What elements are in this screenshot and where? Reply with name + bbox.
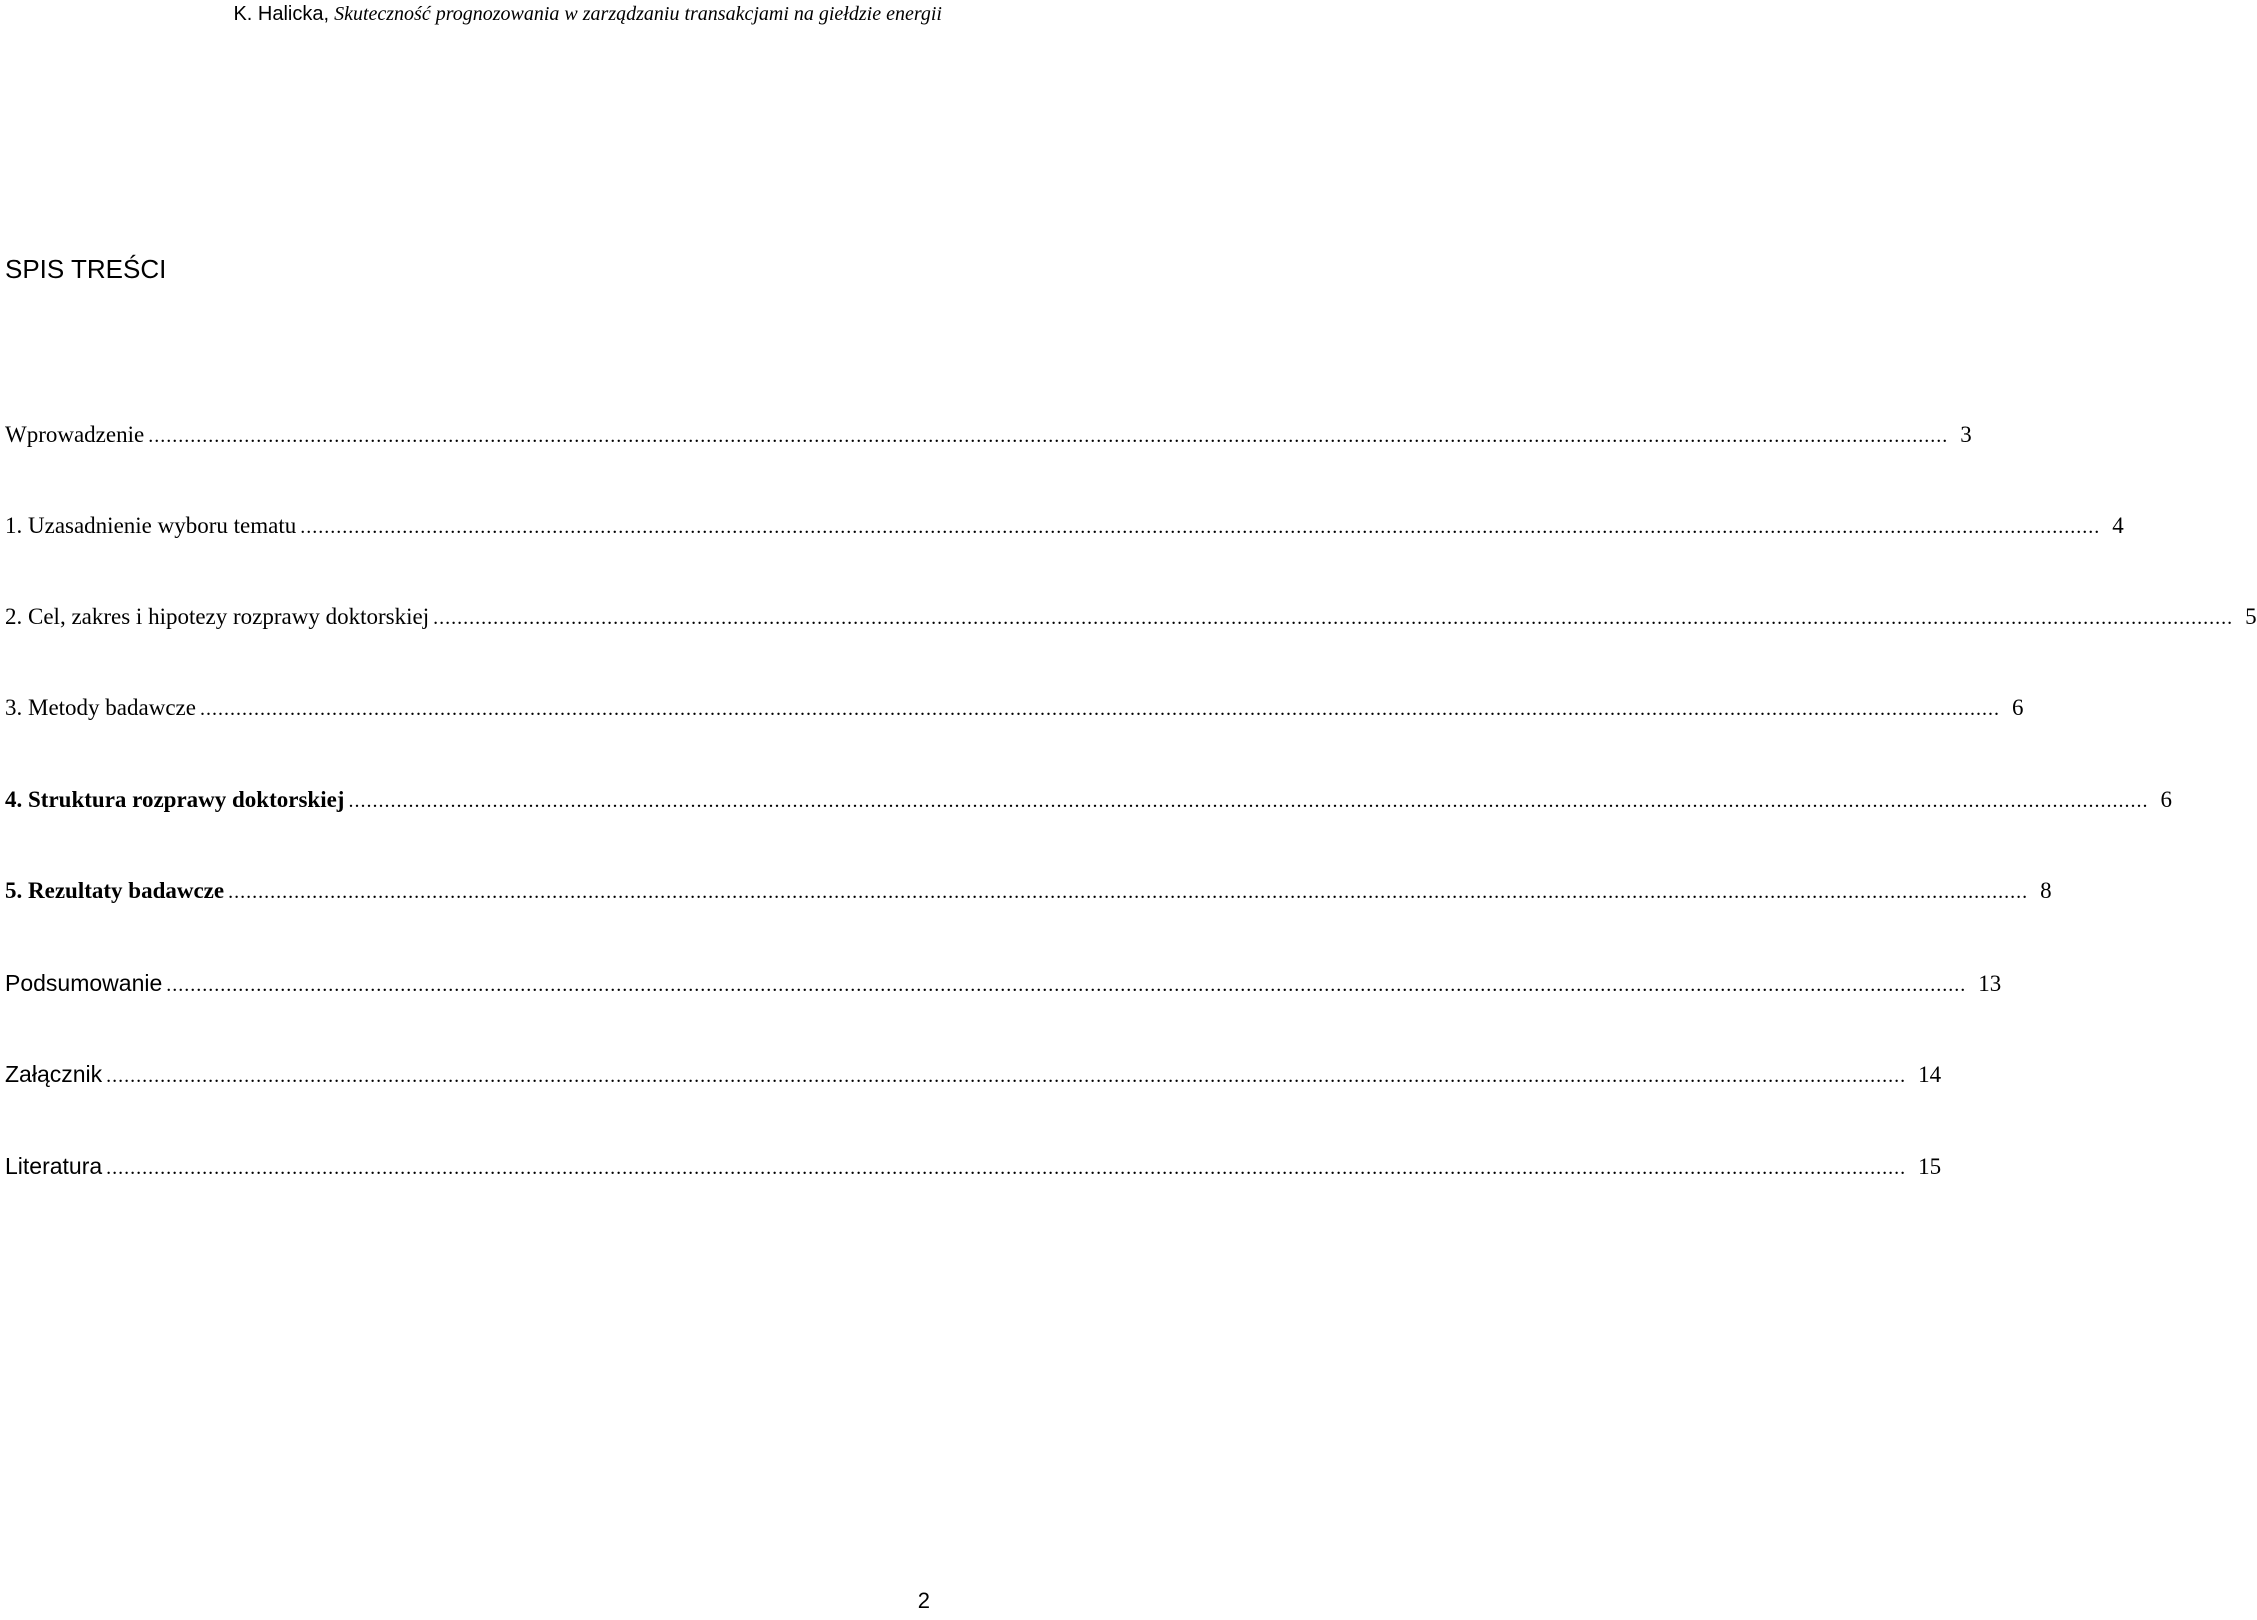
toc-entry-chapter-2[interactable] [5,602,2257,632]
header-author: K. Halicka, [233,3,330,25]
page-number: 2 [917,1588,930,1613]
toc-entry-chapter-1[interactable] [5,511,2124,541]
toc-leader-dots: ............................................................................................................................................................................................................................................................................................................ [228,881,2029,903]
toc-entry-page: 8 [2040,878,2052,903]
toc-entry-chapter-4[interactable] [5,785,2172,815]
toc-entry-label: 1. Uzasadnienie wyboru tematu [5,513,297,538]
toc-entry-appendix[interactable] [5,1059,1942,1089]
toc-entry-page: 3 [1960,422,1972,447]
toc-entry-page: 4 [2112,513,2124,538]
toc-entry-summary[interactable] [5,968,2002,998]
toc-entry-page: 6 [2160,787,2172,812]
toc-entry-label: 5. Rezultaty badawcze [5,878,225,903]
toc-entry-page: 13 [1978,971,2002,996]
toc-heading: SPIS TREŚCI [5,254,167,284]
toc-entry-bibliography[interactable] [5,1151,1942,1181]
toc-entry-chapter-3[interactable] [5,693,2024,723]
toc-entry-label: Podsumowanie [5,970,163,996]
toc-leader-dots: ............................................................................................................................................................................................................................................................................................................ [106,1065,1907,1087]
toc-leader-dots: ............................................................................................................................................................................................................................................................................................................ [106,1157,1907,1179]
toc-entry-page: 14 [1918,1062,1942,1087]
toc-entry-introduction[interactable] [5,420,1972,450]
toc-entry-label: 2. Cel, zakres i hipotezy rozprawy doktorskiej [5,604,430,629]
header-title: Skuteczność prognozowania w zarządzaniu transakcjami na giełdzie energii [334,3,942,25]
toc-entry-label: Załącznik [5,1061,103,1087]
toc-entry-page: 5 [2245,604,2257,629]
toc-leader-dots: ............................................................................................................................................................................................................................................................................................................ [433,607,2234,629]
toc-leader-dots: ............................................................................................................................................................................................................................................................................................................ [199,698,2000,720]
toc-entry-chapter-5[interactable] [5,876,2052,906]
toc-leader-dots: ............................................................................................................................................................................................................................................................................................................ [148,425,1949,447]
toc-entry-label: Wprowadzenie [5,422,145,447]
toc-entry-page: 6 [2011,695,2024,720]
toc-entry-label: 4. Struktura rozprawy doktorskiej [5,787,345,812]
toc-leader-dots: ............................................................................................................................................................................................................................................................................................................ [348,790,2149,812]
toc-entry-label: Literatura [5,1153,103,1179]
toc-entry-label: 3. Metody badawcze [5,695,196,720]
toc-leader-dots: ............................................................................................................................................................................................................................................................................................................ [300,516,2101,538]
toc-leader-dots: ............................................................................................................................................................................................................................................................................................................ [166,974,1967,996]
toc-entry-page: 15 [1918,1154,1942,1179]
running-header [0,2,942,26]
